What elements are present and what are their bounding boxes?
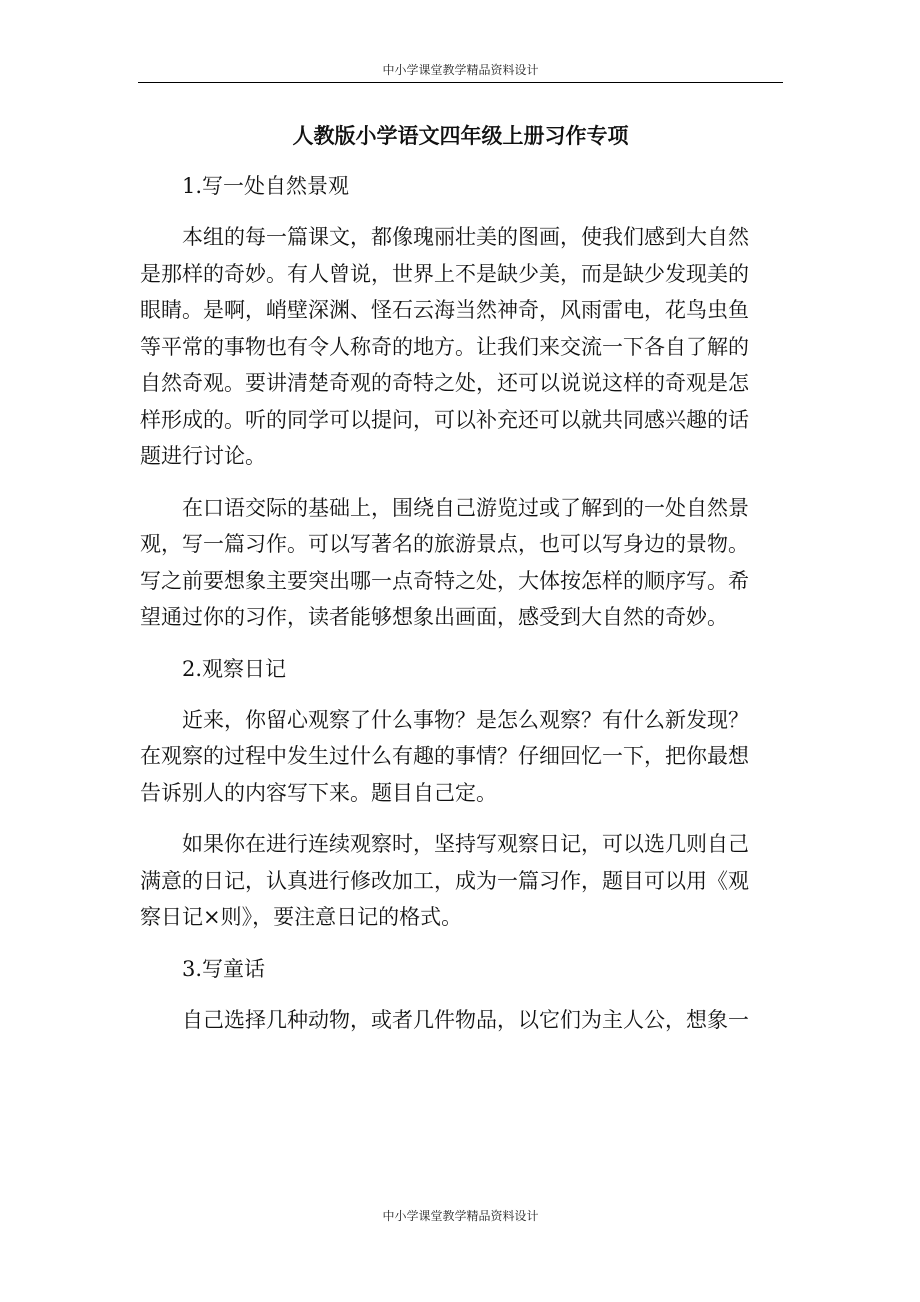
section-heading: 3.写童话	[182, 956, 266, 981]
page-footer: 中小学课堂教学精品资料设计	[382, 1209, 539, 1223]
document-title: 人教版小学语文四年级上册习作专项	[292, 123, 629, 148]
paragraph-line: 告诉别人的内容写下来。题目自己定。	[140, 780, 497, 805]
paragraph	[140, 219, 770, 475]
paragraph-line: 在观察的过程中发生过什么有趣的事情？仔细回忆一下，把你最想	[140, 744, 749, 768]
page-header: 中小学课堂教学精品资料设计	[382, 63, 539, 77]
document-body	[140, 168, 770, 1053]
paragraph-line: 样形成的。听的同学可以提问，可以补充还可以就共同感兴趣的话	[140, 407, 749, 432]
paragraph	[140, 702, 770, 812]
paragraph-line: 在口语交际的基础上，围绕自己游览过或了解到的一处自然景	[182, 495, 749, 520]
paragraph-line: 观，写一篇习作。可以写著名的旅游景点，也可以写身边的景物。	[140, 532, 749, 556]
section-heading: 1.写一处自然景观	[182, 174, 350, 198]
paragraph	[140, 490, 770, 636]
paragraph-line: 等平常的事物也有令人称奇的地方。让我们来交流一下各自了解的	[140, 334, 749, 359]
paragraph-line: 满意的日记，认真进行修改加工，成为一篇习作，题目可以用《观	[140, 868, 749, 893]
paragraph-line: 眼睛。是啊，峭壁深渊、怪石云海当然神奇，风雨雷电，花鸟虫鱼	[140, 298, 749, 322]
paragraph-line: 望通过你的习作，读者能够想象出画面，感受到大自然的奇妙。	[140, 605, 728, 629]
paragraph-line: 如果你在进行连续观察时，坚持写观察日记，可以选几则自己	[182, 832, 749, 856]
header-divider	[138, 82, 783, 83]
paragraph-line: 题进行讨论。	[140, 444, 266, 468]
paragraph	[140, 1002, 770, 1039]
paragraph	[140, 826, 770, 936]
paragraph-line: 自然奇观。要讲清楚奇观的奇特之处，还可以说说这样的奇观是怎	[140, 371, 749, 395]
paragraph-line: 自己选择几种动物，或者几件物品，以它们为主人公，想象一	[182, 1007, 749, 1032]
section-heading: 2.观察日记	[182, 656, 287, 681]
paragraph-line: 察日记×则》，要注意日记的格式。	[140, 905, 463, 929]
paragraph-line: 近来，你留心观察了什么事物？是怎么观察？有什么新发现？	[182, 707, 749, 732]
paragraph-line: 是那样的奇妙。有人曾说，世界上不是缺少美，而是缺少发现美的	[140, 261, 749, 286]
paragraph-line: 写之前要想象主要突出哪一点奇特之处，大体按怎样的顺序写。希	[140, 568, 749, 593]
paragraph-line: 本组的每一篇课文，都像瑰丽壮美的图画，使我们感到大自然	[182, 225, 749, 249]
